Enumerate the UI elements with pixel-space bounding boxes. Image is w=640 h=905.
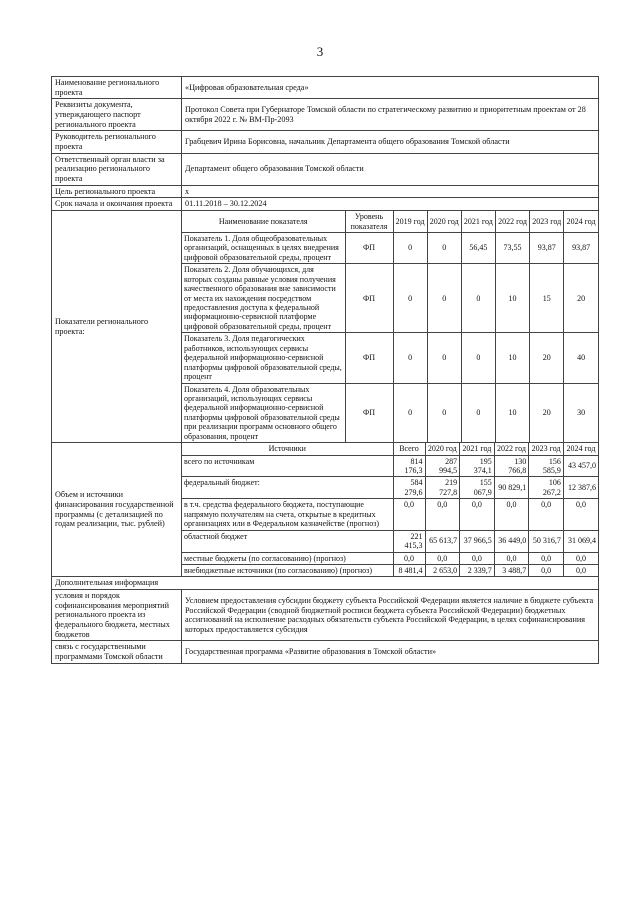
indicator-value: 40 [564,333,598,383]
funding-label: Объем и источники финансирования государственной программы (с детализацией по годам реализации, тыс. рублей) [52,443,182,577]
indicator-value: 93,87 [564,232,598,263]
funding-year-header: 2022 год [494,443,529,455]
indicator-level-header: Уровень показателя [345,211,393,232]
funding-value: 90 829,1 [494,477,529,499]
funding-table [182,443,598,576]
indicator-name: Показатель 4. Доля образовательных организаций, использующих сервисы федеральной информационно-сервисной платформы цифровой образовательной среды при реализации программ основного общего образования, процент [182,383,345,442]
funding-value: 106 267,2 [529,477,564,499]
indicator-level: ФП [345,232,393,263]
funding-value: 155 067,9 [460,477,495,499]
indicator-name: Показатель 2. Доля обучающихся, для которых созданы равные условия получения качественного образования вне зависимости от места их нахождения посредством предоставления доступа к федеральной информационно-сервисной платформе цифровой образовательной среды, процент [182,264,345,333]
document-details-label: Реквизиты документа, утверждающего паспорт регионального проекта [52,99,182,131]
responsible-label: Ответственный орган власти за реализацию регионального проекта [52,153,182,185]
funding-total: 0,0 [393,552,425,564]
indicator-level: ФП [345,264,393,333]
funding-value: 65 613,7 [425,530,460,552]
indicator-value: 0 [427,264,461,333]
indicator-value: 0 [393,333,427,383]
funding-source: всего по источникам [182,455,393,477]
funding-source: в т.ч. средства федерального бюджета, поступающие напрямую получателям на счета, открытые в кредитных организациях или в Федеральном казначействе (прогноз) [182,499,393,530]
indicator-year-header: 2024 год [564,211,598,232]
indicator-value: 15 [530,264,564,333]
funding-total-header: Всего [393,443,425,455]
cofinancing-label: условия и порядок софинансирования мероприятий регионального проекта из федерального бюджета, местных бюджетов [52,590,182,641]
funding-value: 0,0 [425,552,460,564]
funding-value: 50 316,7 [529,530,564,552]
indicator-row [182,264,598,333]
page-number: 3 [316,44,324,59]
indicator-name: Показатель 1. Доля общеобразовательных организаций, оснащенных в целях внедрения цифровой образовательной среды, процент [182,232,345,263]
funding-source-header: Источники [182,443,393,455]
indicator-value: 0 [427,383,461,442]
funding-value: 0,0 [563,564,598,576]
indicator-value: 0 [461,333,495,383]
funding-source: внебюджетные источники (по согласованию) (прогноз) [182,564,393,576]
funding-source: областной бюджет [182,530,393,552]
row-project-name [52,77,599,99]
project-passport-table [51,76,599,664]
funding-value: 0,0 [425,499,460,530]
row-head [52,131,599,153]
row-program-link [52,641,599,663]
funding-row [182,530,598,552]
indicator-value: 20 [530,333,564,383]
indicator-level: ФП [345,333,393,383]
indicator-value: 56,45 [461,232,495,263]
indicator-value: 30 [564,383,598,442]
funding-value: 0,0 [460,552,495,564]
indicator-value: 0 [427,232,461,263]
indicator-value: 0 [461,264,495,333]
funding-value: 0,0 [460,499,495,530]
cofinancing-value: Условием предоставления субсидии бюджету субъекта Российской Федерации является наличие в бюджете субъекта Российской Федерации (сводной бюджетной росписи бюджета субъекта Российской Федерации) бюджетных ассигнований на исполнение расходных обязательств субъекта Российской Федерации, в целях софинансирования которых предоставляется субсидия [182,590,599,641]
funding-value: 3 488,7 [494,564,529,576]
indicator-value: 0 [461,383,495,442]
funding-value: 0,0 [563,552,598,564]
funding-value: 43 457,0 [563,455,598,477]
funding-value: 31 069,4 [563,530,598,552]
funding-header-row [182,443,598,455]
row-cofinancing [52,590,599,641]
funding-year-header: 2021 год [460,443,495,455]
funding-source: федеральный бюджет: [182,477,393,499]
row-period [52,198,599,211]
indicator-row [182,333,598,383]
funding-year-header: 2024 год [563,443,598,455]
indicators-header-row [182,211,598,232]
indicator-value: 0 [427,333,461,383]
funding-value: 156 585,9 [529,455,564,477]
funding-row [182,552,598,564]
funding-cell [182,443,599,577]
indicator-level: ФП [345,383,393,442]
funding-value: 195 374,1 [460,455,495,477]
funding-value: 2 653,0 [425,564,460,576]
funding-total: 584 279,6 [393,477,425,499]
row-goal [52,185,599,198]
funding-value: 12 387,6 [563,477,598,499]
program-link-value: Государственная программа «Развитие образования в Томской области» [182,641,599,663]
funding-value: 0,0 [529,564,564,576]
indicator-value: 10 [495,264,529,333]
funding-value: 0,0 [494,499,529,530]
row-additional-info [52,577,599,590]
funding-total: 814 176,3 [393,455,425,477]
additional-info-heading: Дополнительная информация [52,577,599,590]
indicator-value: 10 [495,333,529,383]
funding-row [182,455,598,477]
funding-total: 0,0 [393,499,425,530]
indicator-name-header: Наименование показателя [182,211,345,232]
row-responsible [52,153,599,185]
row-funding [52,443,599,577]
head-label: Руководитель регионального проекта [52,131,182,153]
funding-value: 0,0 [529,499,564,530]
indicators-cell [182,211,599,443]
funding-value: 36 449,0 [494,530,529,552]
period-label: Срок начала и окончания проекта [52,198,182,211]
goal-value: х [182,185,599,198]
funding-source: местные бюджеты (по согласованию) (прогноз) [182,552,393,564]
funding-value: 219 727,8 [425,477,460,499]
responsible-value: Департамент общего образования Томской области [182,153,599,185]
funding-value: 0,0 [529,552,564,564]
goal-label: Цель регионального проекта [52,185,182,198]
indicator-value: 0 [393,264,427,333]
indicator-value: 20 [530,383,564,442]
project-name-value: «Цифровая образовательная среда» [182,77,599,99]
indicator-value: 73,55 [495,232,529,263]
funding-row [182,477,598,499]
funding-year-header: 2020 год [425,443,460,455]
funding-row [182,499,598,530]
head-value: Грабцевич Ирина Борисовна, начальник Департамента общего образования Томской области [182,131,599,153]
indicator-year-header: 2021 год [461,211,495,232]
indicator-value: 0 [393,383,427,442]
indicator-year-header: 2020 год [427,211,461,232]
indicator-name: Показатель 3. Доля педагогических работников, использующих сервисы федеральной информационно-сервисной платформы цифровой образовательной среды, процент [182,333,345,383]
period-value: 01.11.2018 – 30.12.2024 [182,198,599,211]
row-document-details [52,99,599,131]
indicator-row [182,383,598,442]
indicator-year-header: 2019 год [393,211,427,232]
funding-value: 0,0 [494,552,529,564]
funding-value: 0,0 [563,499,598,530]
funding-total: 8 481,4 [393,564,425,576]
funding-row [182,564,598,576]
project-name-label: Наименование регионального проекта [52,77,182,99]
indicator-year-header: 2022 год [495,211,529,232]
indicator-value: 10 [495,383,529,442]
row-indicators [52,211,599,443]
funding-total: 221 415,3 [393,530,425,552]
indicator-value: 20 [564,264,598,333]
funding-value: 37 966,5 [460,530,495,552]
indicators-label: Показатели регионального проекта: [52,211,182,443]
funding-value: 287 994,5 [425,455,460,477]
document-details-value: Протокол Совета при Губернаторе Томской области по стратегическому развитию и приоритетным проектам от 28 октября 2022 г. № ВМ-Пр-2093 [182,99,599,131]
funding-year-header: 2023 год [529,443,564,455]
indicator-value: 0 [393,232,427,263]
indicator-value: 93,87 [530,232,564,263]
indicator-row [182,232,598,263]
indicators-table [182,211,598,442]
indicator-year-header: 2023 год [530,211,564,232]
funding-value: 2 339,7 [460,564,495,576]
program-link-label: связь с государственными программами Томской области [52,641,182,663]
funding-value: 130 766,8 [494,455,529,477]
